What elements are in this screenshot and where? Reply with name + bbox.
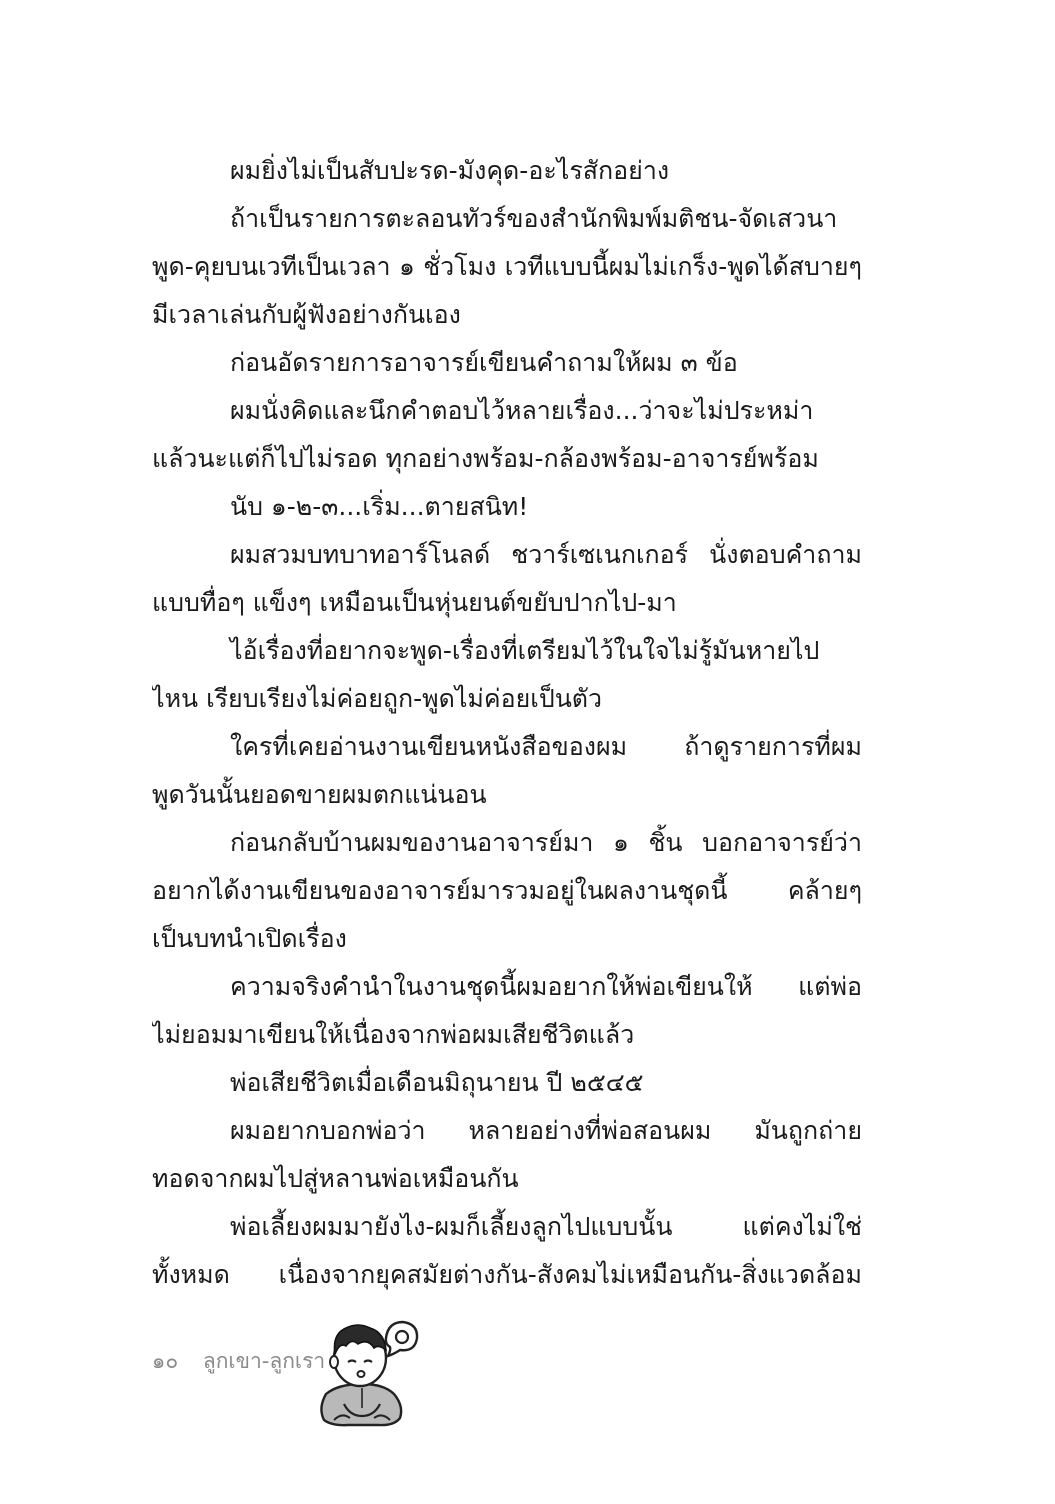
text-line: ผมอยากบอกพ่อว่า หลายอย่างที่พ่อสอนผม มันถูกถ่าย [230,1116,862,1145]
body-text [152,147,862,1299]
text-line: มีเวลาเล่นกับผู้ฟังอย่างกันเอง [152,300,461,329]
text-line: ผมยิ่งไม่เป็นสับปะรด-มังคุด-อะไรสักอย่าง [230,156,670,185]
page-number: ๑๐ [152,1349,179,1373]
text-line: พ่อเลี้ยงผมมายังไง-ผมก็เลี้ยงลูกไปแบบนั้น แต่คงไม่ใช่ [230,1212,862,1241]
text-line: พ่อเสียชีวิตเมื่อเดือนมิถุนายน ปี ๒๕๔๕ [230,1068,644,1097]
text-line: ไอ้เรื่องที่อยากจะพูด-เรื่องที่เตรียมไว้ในใจไม่รู้มันหายไป [230,636,820,665]
text-line: ไหน เรียบเรียงไม่ค่อยถูก-พูดไม่ค่อยเป็นตัว [152,684,603,713]
text-line: ใครที่เคยอ่านงานเขียนหนังสือของผม ถ้าดูรายการที่ผม [230,732,862,761]
text-line: ไม่ยอมมาเขียนให้เนื่องจากพ่อผมเสียชีวิตแล้ว [152,1020,635,1049]
text-line: ทั้งหมด เนื่องจากยุคสมัยต่างกัน-สังคมไม่เหมือนกัน-สิ่งแวดล้อม [152,1260,862,1289]
text-line: นับ ๑-๒-๓...เริ่ม...ตายสนิท! [230,492,529,521]
text-line: พูดวันนั้นยอดขายผมตกแน่นอน [152,780,487,809]
text-line: ถ้าเป็นรายการตะลอนทัวร์ของสำนักพิมพ์มติชน-จัดเสวนา [230,204,838,233]
text-line: ผมสวมบทบาทอาร์โนลด์ ชวาร์เซเนกเกอร์ นั่งตอบคำถาม [230,540,862,569]
page-footer [152,1337,325,1385]
text-line: ผมนั่งคิดและนึกคำตอบไว้หลายเรื่อง...ว่าจะไม่ประหม่า [230,396,814,425]
text-line: แบบทื่อๆ แข็งๆ เหมือนเป็นหุ่นยนต์ขยับปากไป-มา [152,588,677,617]
text-line: พูด-คุยบนเวทีเป็นเวลา ๑ ชั่วโมง เวทีแบบนี้ผมไม่เกร็ง-พูดได้สบายๆ [152,252,862,281]
text-line: เป็นบทนำเปิดเรื่อง [152,924,347,953]
text-line: แล้วนะแต่ก็ไปไม่รอด ทุกอย่างพร้อม-กล้องพร้อม-อาจารย์พร้อม [152,444,819,473]
cartoon-boy-speech-bubble-icon [308,1308,420,1428]
text-line: ทอดจากผมไปสู่หลานพ่อเหมือนกัน [152,1164,519,1193]
text-line: อยากได้งานเขียนของอาจารย์มารวมอยู่ในผลงานชุดนี้ คล้ายๆ [152,876,862,905]
text-line: ก่อนอัดรายการอาจารย์เขียนคำถามให้ผม ๓ ข้อ [230,348,738,377]
text-line: ก่อนกลับบ้านผมของานอาจารย์มา ๑ ชิ้น บอกอาจารย์ว่า [230,828,862,857]
text-line: ความจริงคำนำในงานชุดนี้ผมอยากให้พ่อเขียนให้ แต่พ่อ [230,972,862,1001]
running-title: ลูกเขา-ลูกเรา [202,1349,326,1373]
